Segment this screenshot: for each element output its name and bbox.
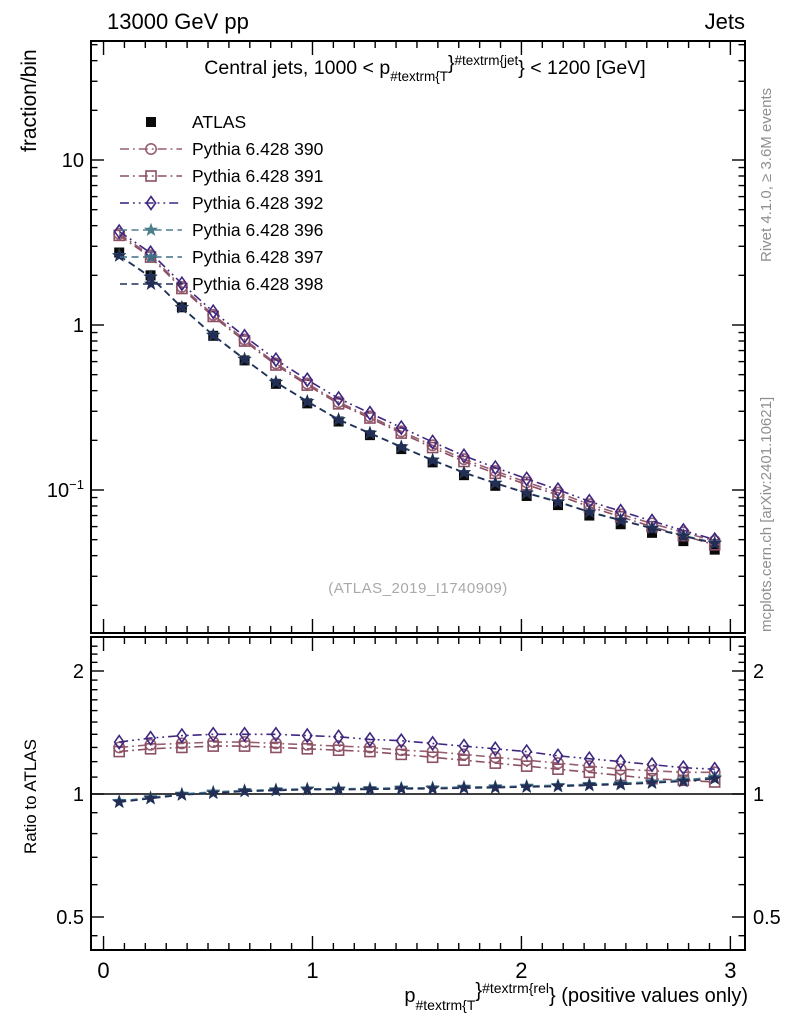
beam-energy-label: 13000 GeV pp xyxy=(107,9,249,34)
legend-item xyxy=(120,193,323,213)
ratio-y-tick-label-right: 2 xyxy=(753,661,765,683)
data-point-marker xyxy=(175,787,189,800)
axis-ticks xyxy=(91,41,745,950)
x-tick-label: 3 xyxy=(724,958,737,983)
main-panel-frame xyxy=(91,41,745,633)
ratio-y-tick-label-left: 1 xyxy=(72,784,84,806)
data-point-marker xyxy=(112,795,126,808)
rivet-version-note: Rivet 4.1.0, ≥ 3.6M events xyxy=(758,87,775,262)
x-tick-label: 0 xyxy=(97,958,110,983)
x-tick-label: 2 xyxy=(515,958,528,983)
data-point-marker xyxy=(394,781,408,794)
data-point-marker xyxy=(146,117,156,127)
main-y-tick-label: 10 xyxy=(61,150,84,172)
legend-item xyxy=(146,112,246,132)
ratio-y-axis-title: Ratio to ATLAS xyxy=(21,739,40,854)
ratio-y-tick-label-left: 0.5 xyxy=(56,907,84,929)
data-point-marker xyxy=(551,779,565,792)
legend-label: Pythia 6.428 398 xyxy=(192,274,324,294)
x-tick-label: 1 xyxy=(306,958,319,983)
data-point-marker xyxy=(582,778,596,791)
main-y-axis-title: fraction/bin xyxy=(18,49,41,152)
ratio-y-tick-label-right: 1 xyxy=(753,784,765,806)
legend-label: Pythia 6.428 390 xyxy=(192,139,324,159)
legend-label: Pythia 6.428 392 xyxy=(192,193,324,213)
data-point-marker xyxy=(426,781,440,794)
data-point-marker xyxy=(457,781,471,794)
ratio-y-tick-label-right: 0.5 xyxy=(753,907,781,929)
main-y-tick-label: $10^{-1}$ xyxy=(46,477,84,502)
legend-label: Pythia 6.428 396 xyxy=(192,220,324,240)
main-y-tick-label: 1 xyxy=(72,315,84,337)
series-Pythia-6.428-390 xyxy=(114,229,720,778)
analysis-id-watermark: (ATLAS_2019_I1740909) xyxy=(328,580,508,597)
process-label: Jets xyxy=(704,9,745,34)
data-point-marker xyxy=(520,780,534,793)
legend-label: ATLAS xyxy=(192,112,247,132)
data-point-marker xyxy=(488,780,502,793)
legend-label: Pythia 6.428 397 xyxy=(192,247,324,267)
panel-frames xyxy=(91,41,745,950)
series-line xyxy=(119,256,715,544)
series-line xyxy=(119,255,715,542)
legend-item xyxy=(120,166,323,186)
ratio-y-tick-label-left: 2 xyxy=(72,661,84,683)
mcplots-reference-note: mcplots.cern.ch [arXiv:2401.10621] xyxy=(758,396,775,632)
data-point-marker xyxy=(238,784,252,797)
series-Pythia-6.428-398 xyxy=(112,248,722,808)
data-point-marker xyxy=(144,791,158,804)
series-Pythia-6.428-397 xyxy=(112,248,722,807)
series-Pythia-6.428-396 xyxy=(112,248,722,807)
chart-canvas xyxy=(47,41,781,983)
data-point-marker xyxy=(206,786,220,799)
plot-title: Central jets, $1000 < p_{\#textrm\{T}\}^{\#textrm\{jet}\} < 1200$ [GeV] xyxy=(204,52,646,84)
series-line xyxy=(119,256,715,543)
legend-item xyxy=(120,220,323,240)
data-point-marker xyxy=(144,223,158,236)
legend xyxy=(120,112,324,294)
x-axis-title: $p_{\#textrm\{T}\}^{\#textrm\{rel}$} (positive values only) xyxy=(404,980,748,1013)
legend-item xyxy=(120,139,324,159)
series-Pythia-6.428-391 xyxy=(114,230,719,787)
legend-label: Pythia 6.428 391 xyxy=(192,166,324,186)
